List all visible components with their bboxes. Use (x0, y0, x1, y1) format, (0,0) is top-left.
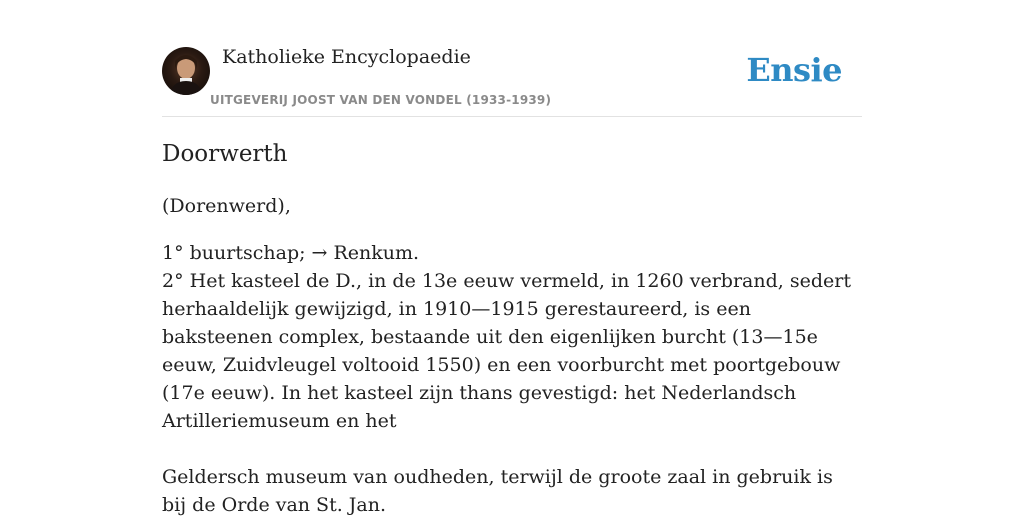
article-alias: (Dorenwerd), (162, 195, 291, 217)
publication-name[interactable]: Katholieke Encyclopaedie (222, 46, 471, 68)
site-header (162, 0, 862, 117)
article (162, 138, 862, 519)
publisher-label: UITGEVERIJ JOOST VAN DEN VONDEL (1933-1939) (210, 93, 552, 107)
article-line-2: 2° Het kasteel de D., in de 13e eeuw vermeld, in 1260 verbrand, sedert herhaaldelijk gewijzigd, in 1910—1915 gerestaureerd, is een baksteenen complex, bestaande uit den eigenlijken burcht (13—15e eeuw, Zuidvleugel voltooid 1550) en een voorburcht met poortgebouw (17e eeuw). In het kasteel zijn thans gevestigd: het Nederlandsch Artilleriemuseum en het (162, 270, 851, 432)
article-continuation: Geldersch museum van oudheden, terwijl de groote zaal in gebruik is bij de Orde van St. Jan. (162, 466, 833, 516)
brand-logo[interactable]: Ensie (746, 51, 842, 89)
article-line-1: 1° buurtschap; → Renkum. (162, 242, 420, 264)
article-body (162, 239, 862, 435)
article-title: Doorwerth (162, 141, 288, 167)
portrait-avatar-icon[interactable] (162, 47, 210, 95)
